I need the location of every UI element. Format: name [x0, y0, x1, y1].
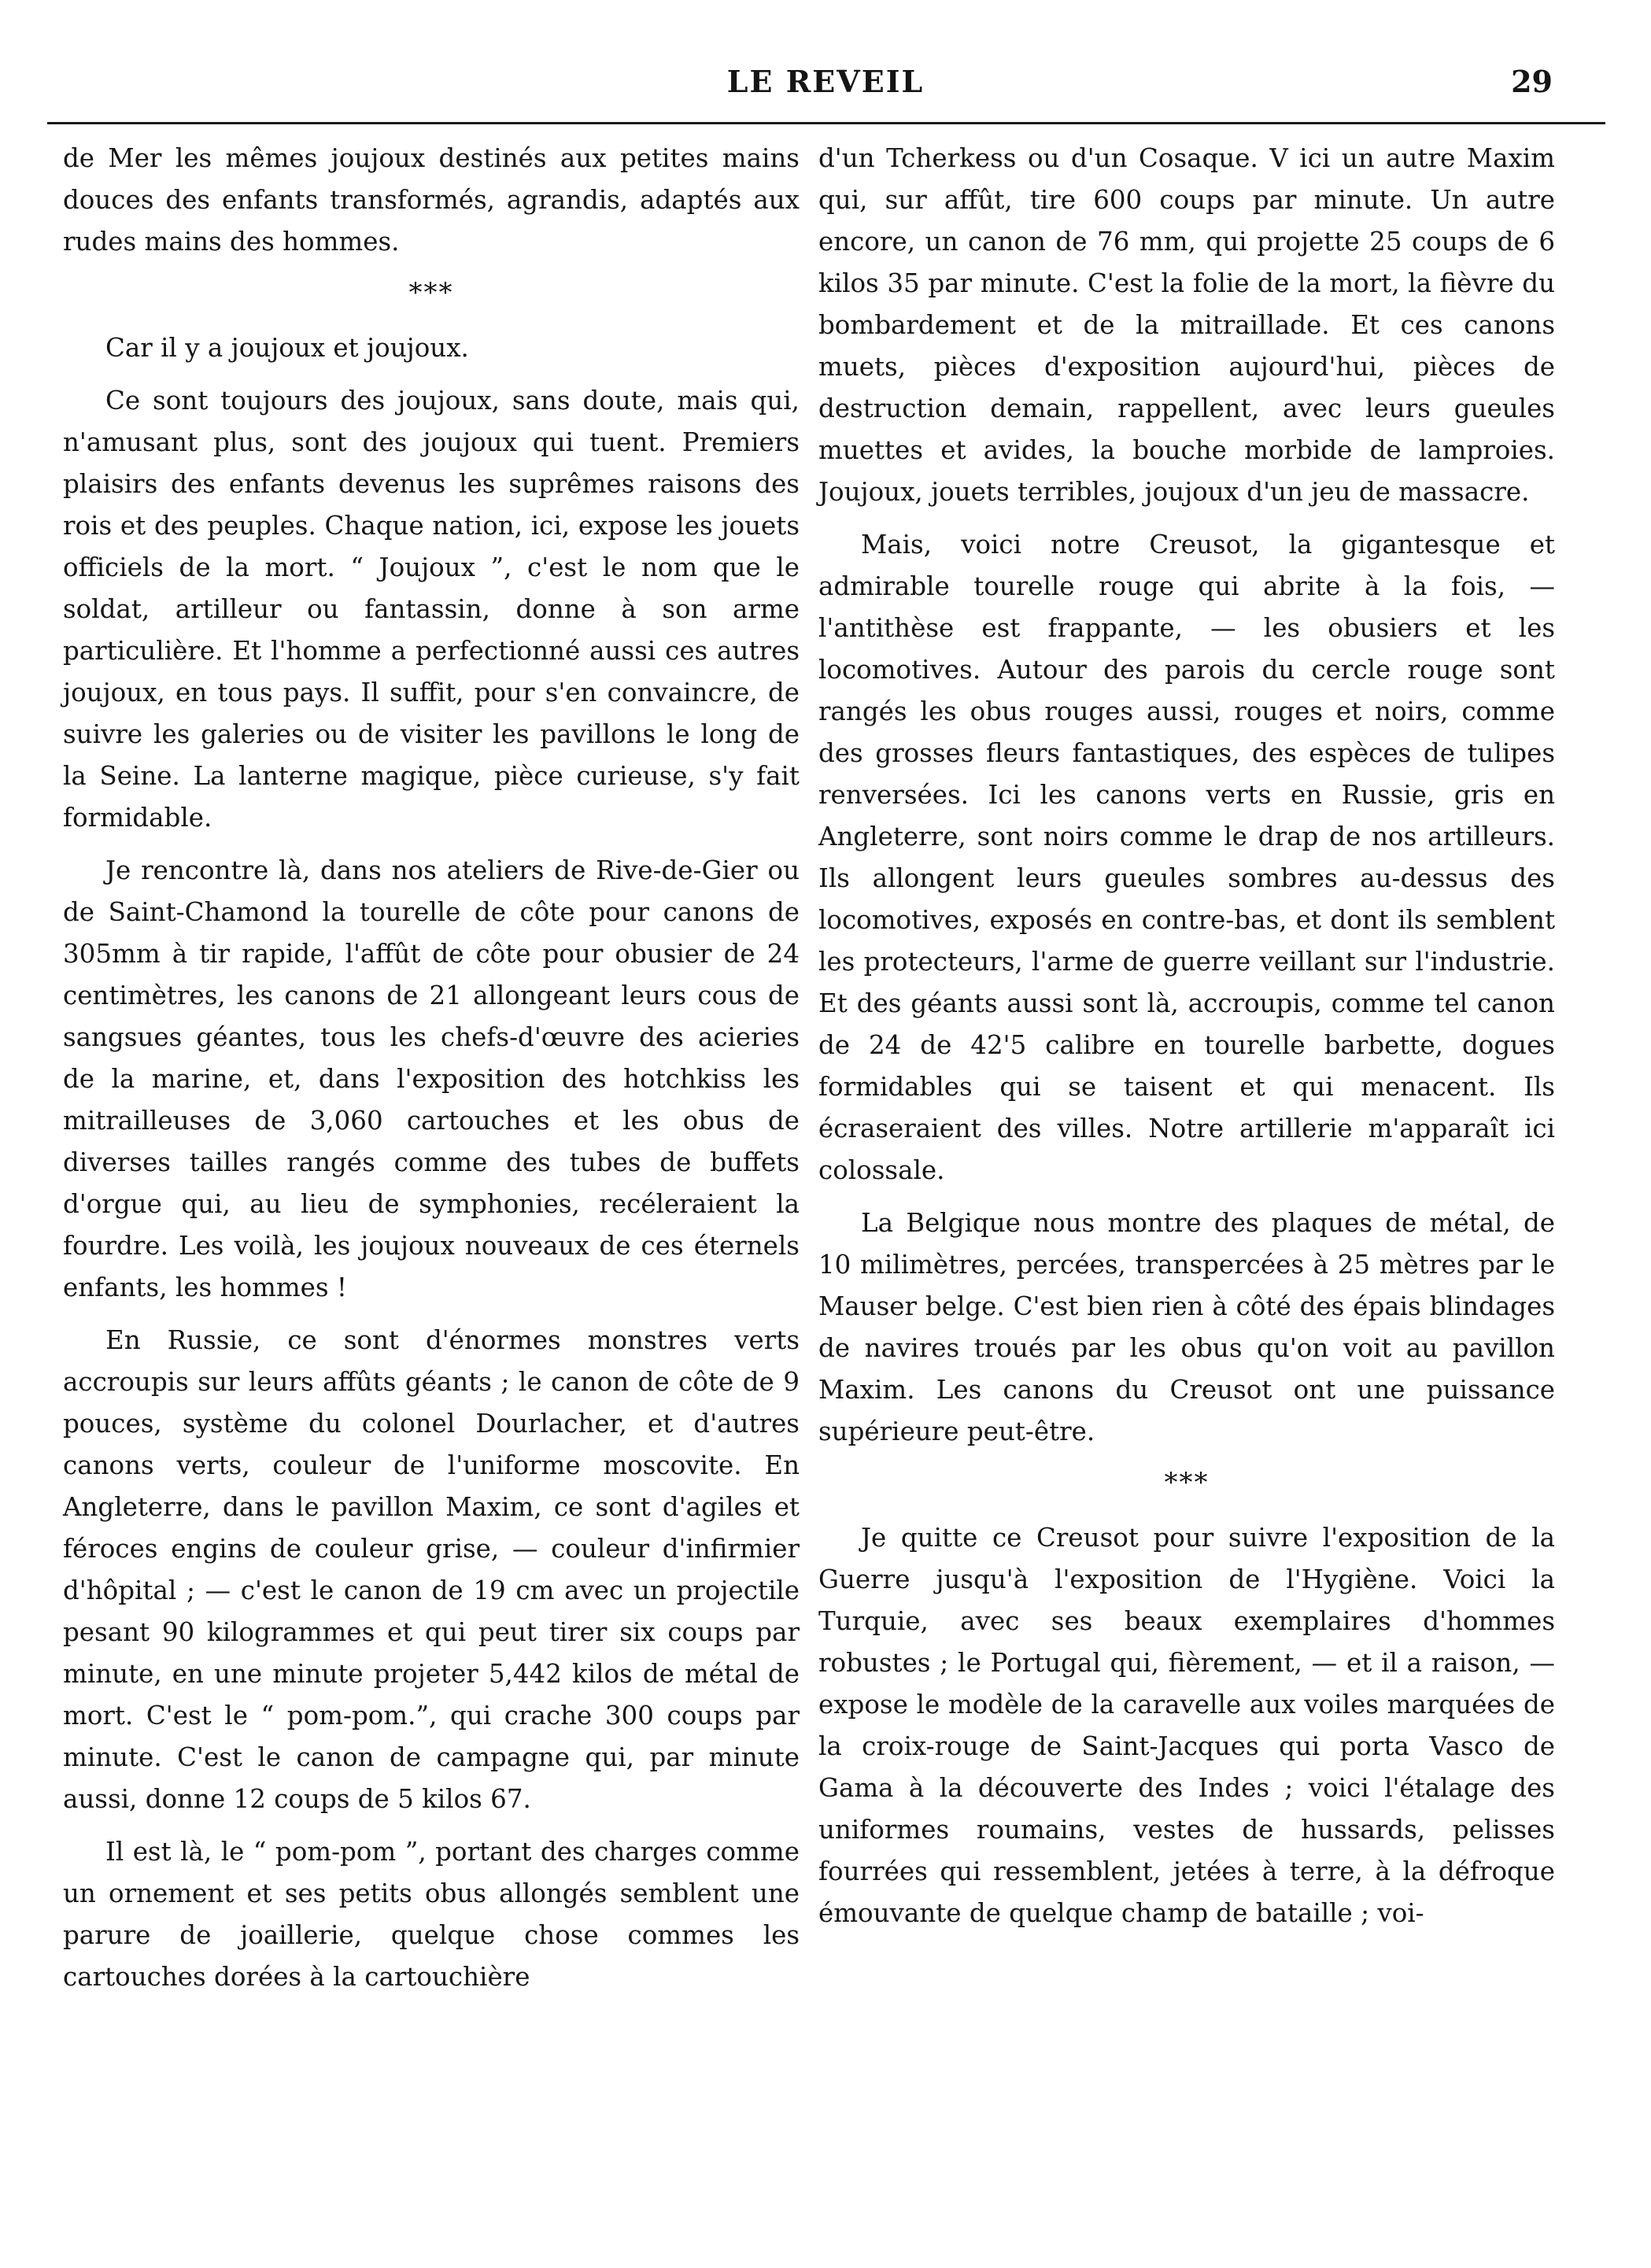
paragraph: Je quitte ce Creusot pour suivre l'exposition de la Guerre jusqu'à l'exposition de l'Hygiène. Voici la Turquie, avec ses beaux exemplaires d'hommes robustes ; le Portugal qui, fièrement, — et il a raison, — expose le modèle de la caravelle aux voiles marquées de la croix-rouge de Saint-Jacques qui porta Vasco de Gama à la découverte des Indes ; voici l'étalage des uniformes roumains, vestes de hussards, pelisses fourrées qui ressemblent, jetées à terre, à la défroque émouvante de quelque champ de bataille ; voi- [818, 1523, 1555, 1928]
paragraph: Ce sont toujours des joujoux, sans doute, mais qui, n'amusant plus, sont des joujoux qui tuent. Premiers plaisirs des enfants devenus les suprêmes raisons des rois et des peuples. Chaque nation, ici, expose les jouets officiels de la mort. “ Joujoux ”, c'est le nom que le soldat, artilleur ou fantassin, donne à son arme particulière. Et l'homme a perfectionné aussi ces autres joujoux, en tous pays. Il suffit, pour s'en convaincre, de suivre les galeries ou de visiter les pavillons le long de la Seine. La lanterne magique, pièce curieuse, s'y fait formidable. [63, 386, 800, 833]
paragraph: La Belgique nous montre des plaques de métal, de 10 milimètres, percées, transpercées à 25 mètres par le Mauser belge. C'est bien rien à côté des épais blindages de navires troués par les obus qu'on voit au pavillon Maxim. Les canons du Creusot ont une puissance supérieure peut-être. [818, 1208, 1555, 1446]
asterism: *** [408, 277, 454, 308]
header-rule [47, 122, 1605, 124]
paragraph: Je rencontre là, dans nos ateliers de Rive-de-Gier ou de Saint-Chamond la tourelle de côte pour canons de 305mm à tir rapide, l'affût de côte pour obusier de 24 centimètres, les canons de 21 allongeant leurs cous de sangsues géantes, tous les chefs-d'œuvre des acieries de la marine, et, dans l'exposition des hotchkiss les mitrailleuses de 3,060 cartouches et les obus de diverses tailles rangés comme des tubes de buffets d'orgue qui, au lieu de symphonies, recéleraient la fourdre. Les voilà, les joujoux nouveaux de ces éternels enfants, les hommes ! [63, 855, 800, 1302]
paragraph: Il est là, le “ pom-pom ”, portant des charges comme un ornement et ses petits obus allongés semblent une parure de joaillerie, quelque chose commes les cartouches dorées à la cartouchière [63, 1837, 800, 1992]
paragraph: d'un Tcherkess ou d'un Cosaque. V ici un autre Maxim qui, sur affût, tire 600 coups par minute. Un autre encore, un canon de 76 mm, qui projette 25 coups de 6 kilos 35 par minute. C'est la folie de la mort, la fièvre du bombardement et de la mitraillade. Et ces canons muets, pièces d'exposition aujourd'hui, pièces de destruction demain, rappellent, avec leurs gueules muettes et avides, la bouche morbide de lamproies. Joujoux, jouets terribles, joujoux d'un jeu de massacre. [818, 143, 1555, 507]
paragraph: En Russie, ce sont d'énormes monstres verts accroupis sur leurs affûts géants ; le canon de côte de 9 pouces, système du colonel Dourlacher, et d'autres canons verts, couleur de l'uniforme moscovite. En Angleterre, dans le pavillon Maxim, ce sont d'agiles et féroces engins de couleur grise, — couleur d'infirmier d'hôpital ; — c'est le canon de 19 cm avec un projectile pesant 90 kilogrammes et qui peut tirer six coups par minute, en une minute projeter 5,442 kilos de métal de mort. C'est le “ pom-pom.”, qui crache 300 coups par minute. C'est le canon de campagne qui, par minute aussi, donne 12 coups de 5 kilos 67. [63, 1325, 800, 1814]
asterism: *** [1164, 1467, 1210, 1498]
paragraph: Mais, voici notre Creusot, la gigantesque et admirable tourelle rouge qui abrite à la fois, — l'antithèse est frappante, — les obusiers et les locomotives. Autour des parois du cercle rouge sont rangés les obus rouges aussi, rouges et noirs, comme des grosses fleurs fantastiques, des espèces de tulipes renversées. Ici les canons verts en Russie, gris en Angleterre, sont noirs comme le drap de nos artilleurs. Ils allongent leurs gueules sombres au-dessus des locomotives, exposés en contre-bas, et dont ils semblent les protecteurs, l'arme de guerre veillant sur l'industrie. Et des géants aussi sont là, accroupis, comme tel canon de 24 de 42'5 calibre en tourelle barbette, dogues formidables qui se taisent et qui menacent. Ils écraseraient des villes. Notre artillerie m'apparaît ici colossale. [818, 530, 1555, 1185]
right-column [818, 138, 1555, 1945]
paragraph: de Mer les mêmes joujoux destinés aux petites mains douces des enfants transformés, agrandis, adaptés aux rudes mains des hommes. [63, 143, 800, 257]
left-column [63, 138, 800, 2009]
page-number: 29 [1511, 64, 1553, 99]
running-title: LE REVEIL [726, 64, 925, 99]
paragraph: Car il y a joujoux et joujoux. [105, 333, 469, 363]
